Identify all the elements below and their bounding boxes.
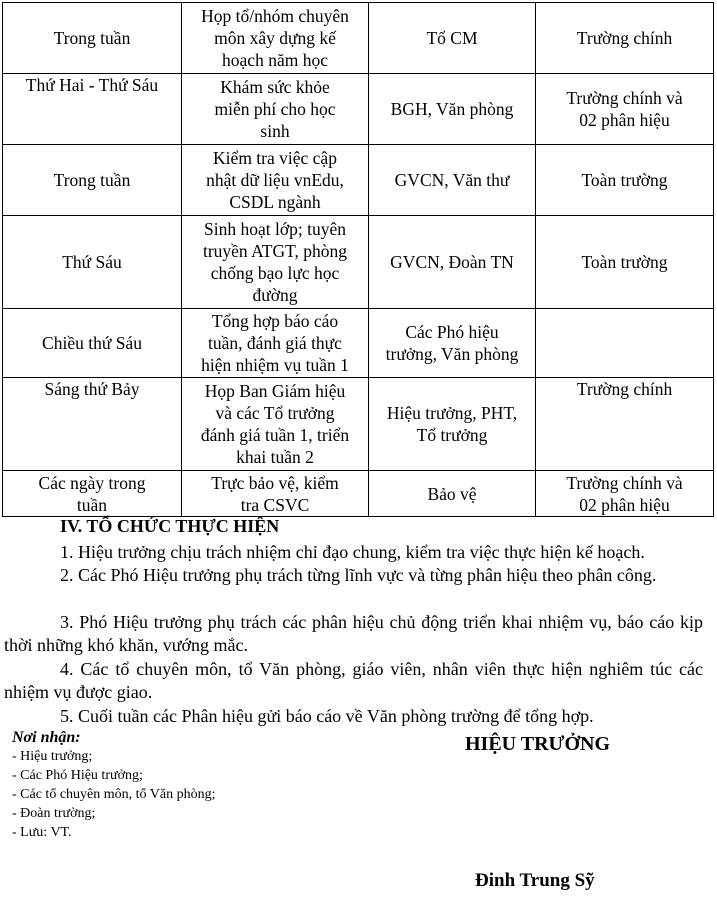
table-row [3,216,714,309]
content-cell: Tổng hợp báo cáo tuần, đánh giá thực hiện nhiệm vụ tuần 1 [182,309,369,378]
place-cell: Trường chính [536,3,714,74]
recipients-title: Nơi nhận: [12,729,81,746]
section-item: 1. Hiệu trưởng chịu trách nhiệm chỉ đạo chung, kiểm tra việc thực hiện kế hoạch. [60,542,645,562]
recipients-block [12,728,216,842]
section-item: 2. Các Phó Hiệu trưởng phụ trách từng lĩnh vực và từng phân hiệu theo phân công. [60,565,657,585]
content-cell: Họp Ban Giám hiệu và các Tổ trưởng đánh giá tuần 1, triển khai tuần 2 [182,378,369,471]
person-cell: Hiệu trưởng, PHT, Tổ trưởng [369,378,536,471]
section-heading: IV. TỔ CHỨC THỰC HIỆN [60,516,280,536]
content-cell: Họp tổ/nhóm chuyên môn xây dựng kế hoạch năm học [182,3,369,74]
person-cell: GVCN, Đoàn TN [369,216,536,309]
recipient-item: - Các Phó Hiệu trưởng; [12,768,143,783]
plan-table [2,2,714,517]
time-cell: Thứ Sáu [3,216,182,309]
content-cell: Khám sức khỏe miễn phí cho học sinh [182,74,369,145]
person-cell: GVCN, Văn thư [369,145,536,216]
recipient-item: - Lưu: VT. [12,825,72,840]
place-cell: Trường chính và 02 phân hiệu [536,74,714,145]
place-cell: Trường chính [536,378,714,471]
content-cell: Kiểm tra việc cập nhật dữ liệu vnEdu, CSDL ngành [182,145,369,216]
person-cell: BGH, Văn phòng [369,74,536,145]
table-row [3,471,714,517]
time-cell: Trong tuần [3,145,182,216]
person-cell: Các Phó hiệu trưởng, Văn phòng [369,309,536,378]
time-cell: Chiều thứ Sáu [3,309,182,378]
content-cell: Sinh hoạt lớp; tuyên truyền ATGT, phòng chống bạo lực học đường [182,216,369,309]
table-row [3,74,714,145]
content-cell: Trực bảo vệ, kiểm tra CSVC [182,471,369,517]
place-cell: Toàn trường [536,216,714,309]
place-cell: Toàn trường [536,145,714,216]
recipient-item: - Hiệu trưởng; [12,749,93,764]
time-cell: Thứ Hai - Thứ Sáu [3,74,182,145]
time-cell: Các ngày trong tuần [3,471,182,517]
person-cell: Bảo vệ [369,471,536,517]
section-item: 4. Các tổ chuyên môn, tổ Văn phòng, giáo viên, nhân viên thực hiện nghiêm túc các nhiệm vụ được giao. [4,659,703,702]
table-row [3,378,714,471]
table-row [3,309,714,378]
person-cell: Tổ CM [369,3,536,74]
section-item: 3. Phó Hiệu trưởng phụ trách các phân hiệu chủ động triển khai nhiệm vụ, báo cáo kịp thời những khó khăn, vướng mắc. [4,612,703,655]
place-cell: Trường chính và 02 phân hiệu [536,471,714,517]
time-cell: Trong tuần [3,3,182,74]
recipient-item: - Các tổ chuyên môn, tổ Văn phòng; [12,787,216,802]
table-row [3,3,714,74]
signature-name: Đinh Trung Sỹ [475,870,595,891]
section-item: 5. Cuối tuần các Phân hiệu gửi báo cáo về Văn phòng trường để tổng hợp. [60,706,594,726]
time-cell: Sáng thứ Bảy [3,378,182,471]
recipient-item: - Đoàn trường; [12,806,96,821]
signature-title: HIỆU TRƯỞNG [465,733,611,755]
place-cell [536,309,714,378]
table-row [3,145,714,216]
